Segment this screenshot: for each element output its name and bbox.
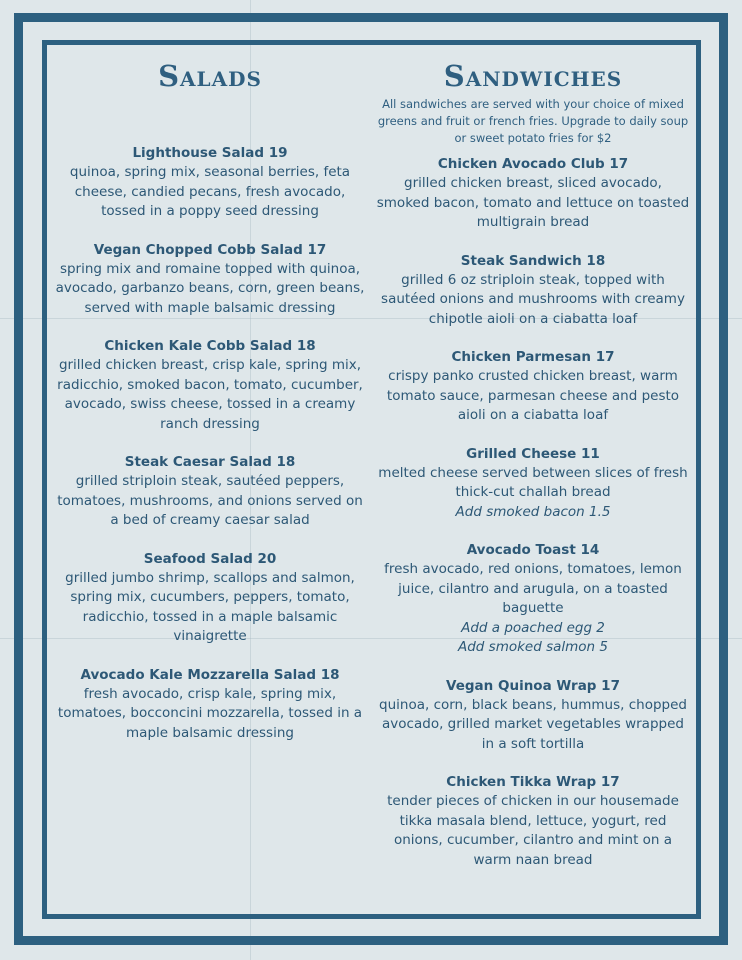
menu-item-description: quinoa, corn, black beans, hummus, chopped avocado, grilled market vegetables wrapped in a soft tortilla	[379, 696, 687, 752]
menu-item-name: Chicken Tikka Wrap 17	[446, 774, 620, 790]
menu-item-description: grilled 6 oz striploin steak, topped with sautéed onions and mushrooms with creamy chipotle aioli on a ciabatta loaf	[381, 271, 685, 327]
menu-item-name: Vegan Chopped Cobb Salad 17	[93, 241, 327, 258]
menu-item-addon: Add smoked salmon 5	[458, 639, 608, 655]
menu-item	[52, 666, 368, 744]
menu-item	[376, 155, 690, 233]
menu-item-description: fresh avocado, red onions, tomatoes, lemon juice, cilantro and arugula, on a toasted baguette	[384, 561, 682, 616]
menu-item-description: tender pieces of chicken in our housemade tikka masala blend, lettuce, yogurt, red onions, cucumber, cilantro and mint on a warm naan bread	[387, 793, 679, 868]
menu-item-name: Steak Caesar Salad 18	[124, 454, 296, 470]
menu-item	[52, 550, 368, 647]
menu-item-description: grilled striploin steak, sautéed peppers, tomatoes, mushrooms, and onions served on a bed of creamy caesar salad	[57, 473, 363, 528]
menu-item-name: Avocado Kale Mozzarella Salad 18	[80, 666, 340, 683]
sandwich-list	[376, 155, 690, 870]
salads-column	[52, 56, 368, 762]
menu-item-description: fresh avocado, crisp kale, spring mix, tomatoes, bocconcini mozzarella, tossed in a maple balsamic dressing	[57, 685, 363, 741]
menu-item-description: grilled chicken breast, crisp kale, spring mix, radicchio, smoked bacon, tomato, cucumber, avocado, swiss cheese, tossed in a creamy ranch dressing	[57, 357, 363, 432]
menu-item-name: Seafood Salad 20	[143, 550, 277, 567]
menu-item-description: spring mix and romaine topped with quinoa, avocado, garbanzo beans, corn, green beans, served with maple balsamic dressing	[55, 260, 365, 316]
menu-item-description: grilled chicken breast, sliced avocado, smoked bacon, tomato and lettuce on toasted multigrain bread	[376, 175, 690, 230]
menu-item-description: grilled jumbo shrimp, scallops and salmon, spring mix, cucumbers, peppers, tomato, radicchio, tossed in a maple balsamic vinaigrette	[65, 569, 355, 644]
menu-item-name: Lighthouse Salad 19	[132, 145, 288, 161]
menu-item	[376, 252, 690, 330]
menu-item	[376, 677, 690, 755]
menu-item-description: melted cheese served between slices of fresh thick-cut challah bread	[378, 464, 688, 500]
menu-item	[376, 348, 690, 426]
menu-item	[376, 445, 690, 523]
menu-item-addon: Add smoked bacon 1.5	[455, 503, 611, 520]
menu-item-name: Chicken Kale Cobb Salad 18	[104, 338, 316, 354]
salad-list	[52, 144, 368, 743]
menu-item	[52, 453, 368, 531]
sandwiches-note: All sandwiches are served with your choice of mixed greens and fruit or french fries. Upgrade to daily soup or sweet potato fries for $2	[377, 97, 689, 145]
menu-item-name: Grilled Cheese 11	[466, 445, 600, 462]
menu-item	[52, 337, 368, 434]
menu-item-name: Vegan Quinoa Wrap 17	[446, 677, 620, 694]
sandwiches-column	[376, 56, 690, 889]
menu-item-name: Chicken Avocado Club 17	[437, 156, 629, 172]
sandwiches-heading: Sandwiches	[443, 59, 623, 93]
menu-item-name: Steak Sandwich 18	[460, 252, 606, 269]
menu-item	[376, 773, 690, 870]
menu-item-name: Avocado Toast 14	[466, 542, 600, 558]
menu-item	[52, 241, 368, 319]
menu-item-name: Chicken Parmesan 17	[451, 349, 615, 365]
menu-item-addon: Add a poached egg 2	[461, 619, 605, 636]
menu-item-description: crispy panko crusted chicken breast, warm tomato sauce, parmesan cheese and pesto aioli on a ciabatta loaf	[386, 368, 680, 423]
menu-item-description: quinoa, spring mix, seasonal berries, feta cheese, candied pecans, fresh avocado, tossed in a poppy seed dressing	[69, 164, 351, 219]
menu-item	[52, 144, 368, 222]
salads-heading: Salads	[158, 59, 262, 93]
menu-item	[376, 541, 690, 658]
